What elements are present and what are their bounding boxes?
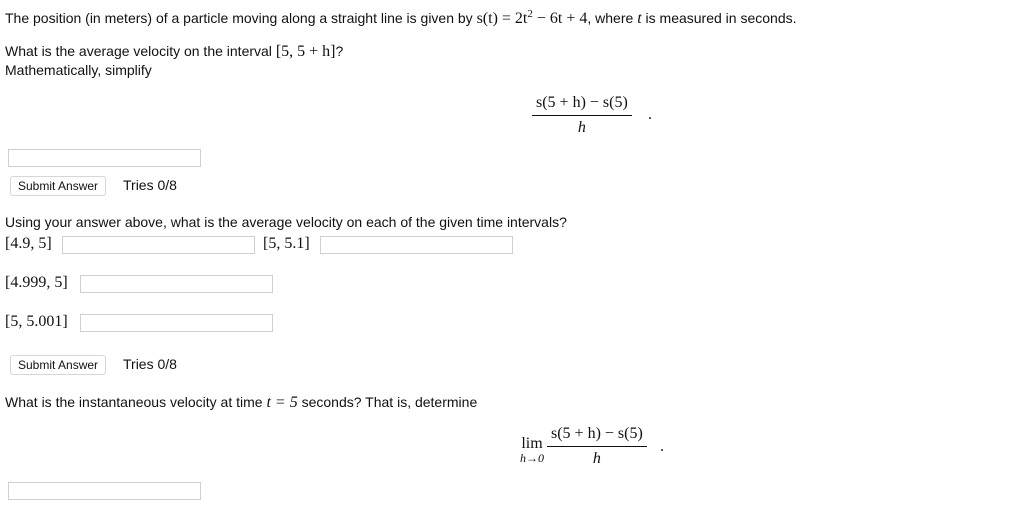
q3-period: . — [660, 438, 664, 455]
tries-counter-2: Tries 0/8 — [123, 356, 177, 372]
interval-input-5-5-001[interactable] — [80, 314, 273, 332]
q1-denominator: h — [577, 119, 586, 136]
submit-answer-button-2[interactable]: Submit Answer — [10, 355, 106, 375]
intro-function-exponent: 2 — [527, 8, 533, 20]
interval-input-4-999-5[interactable] — [80, 275, 273, 293]
q1-simplify: Mathematically, simplify — [5, 62, 152, 78]
intro-function — [477, 10, 588, 27]
q1-period: . — [648, 106, 652, 123]
interval-label-5-5-1: [5, 5.1] — [263, 235, 310, 252]
q1-numerator: s(5 + h) − s(5) — [532, 94, 632, 116]
q1-fraction — [532, 94, 632, 137]
q3-lim-sub: h→0 — [520, 451, 544, 465]
q1-answer-input[interactable] — [8, 149, 201, 167]
intro-function-base: s(t) = 2t — [476, 10, 528, 27]
interval-input-4-9-5[interactable] — [62, 236, 255, 254]
interval-label-4-999-5: [4.999, 5] — [5, 274, 68, 291]
q3-prompt — [5, 394, 477, 412]
tries-counter-1: Tries 0/8 — [123, 177, 177, 193]
q2-prompt: Using your answer above, what is the average velocity on each of the given time intervals? — [5, 214, 567, 230]
interval-label-5-5-001: [5, 5.001] — [5, 313, 68, 330]
intro-function-rest: − 6t + 4 — [532, 10, 588, 27]
q3-limit — [520, 436, 544, 464]
q1-qmark: ? — [335, 43, 344, 59]
intro-tail2: is measured in seconds. — [645, 10, 797, 26]
intro-var: t — [637, 10, 642, 27]
q1-prompt-text: What is the average velocity on the interval — [5, 43, 272, 59]
q3-t-expression: t = 5 — [266, 394, 298, 411]
interval-input-5-5-1[interactable] — [320, 236, 513, 254]
q3-denominator: h — [592, 450, 601, 467]
submit-answer-button-1[interactable]: Submit Answer — [10, 176, 106, 196]
q3-lim-word: lim — [521, 435, 543, 452]
q3-prompt-a: What is the instantaneous velocity at time — [5, 394, 263, 410]
q1-prompt — [5, 43, 343, 61]
q3-answer-input[interactable] — [8, 482, 201, 500]
intro-tail: , where — [587, 10, 634, 26]
intro-lead: The position (in meters) of a particle moving along a straight line is given by — [5, 10, 473, 26]
intro-text — [5, 10, 797, 28]
q3-numerator: s(5 + h) − s(5) — [547, 425, 647, 447]
q3-prompt-b: seconds? That is, determine — [301, 394, 478, 410]
interval-label-4-9-5: [4.9, 5] — [5, 235, 52, 252]
q1-interval: [5, 5 + h] — [275, 43, 336, 60]
q3-fraction — [547, 425, 647, 468]
